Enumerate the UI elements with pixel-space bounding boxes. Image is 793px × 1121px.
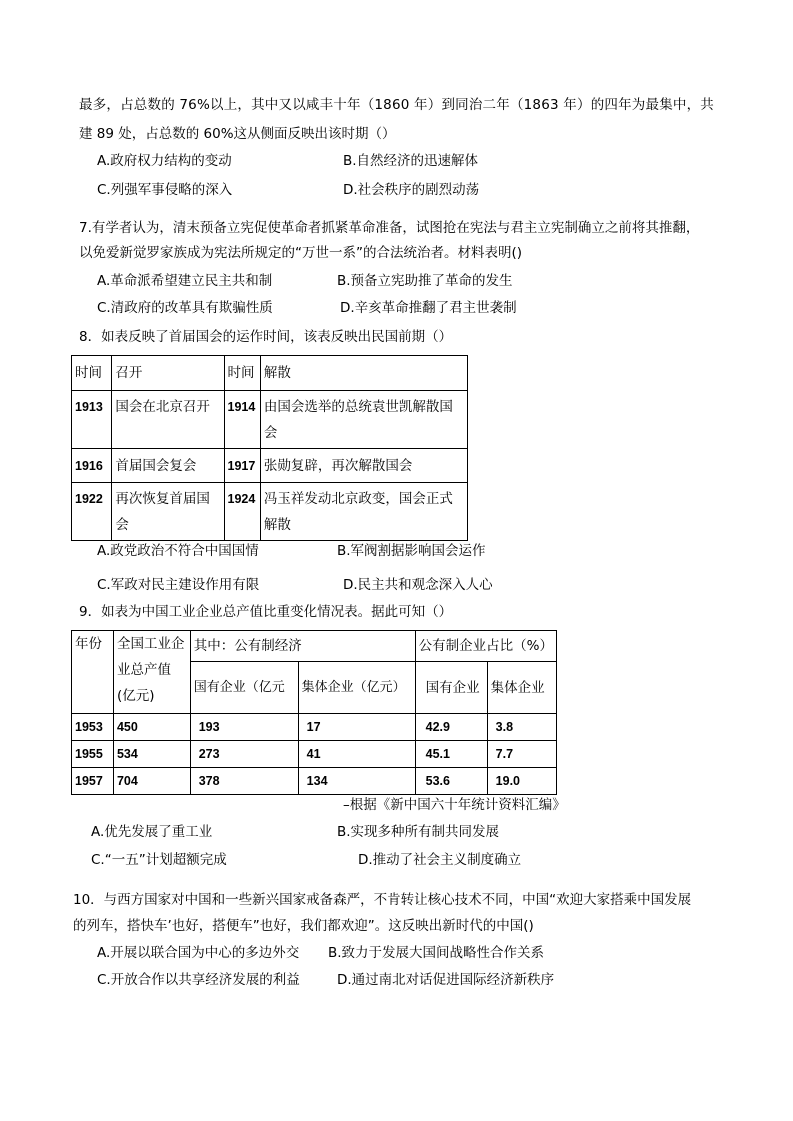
q8-option-a[interactable]: A.政党政治不符合中国国情 — [97, 543, 259, 559]
q10-option-c[interactable]: C.开放合作以共享经济发展的利益 — [97, 972, 300, 988]
q10-option-b[interactable]: B.致力于发展大国间战略性合作关系 — [328, 945, 545, 961]
q10-option-d[interactable]: D.通过南北对话促进国际经济新秩序 — [337, 972, 555, 988]
q9-header-collective: 集体企业（亿元） — [298, 662, 415, 714]
q9-cell: 3.8 — [487, 714, 556, 741]
q9-header-ratio: 公有制企业占比（%） — [415, 631, 556, 662]
q9-header-state: 国有企业（亿元 — [190, 662, 298, 714]
q10-stem-line1: 10．与西方国家对中国和一些新兴国家戒备森严，不肯转让核心技术不同，中国“欢迎大家搭乘中国发展 — [73, 892, 692, 908]
q8-cell: 冯玉祥发动北京政变，国会正式解散 — [260, 483, 467, 541]
q9-cell: 1953 — [72, 714, 114, 741]
q6-option-b[interactable]: B.自然经济的迅速解体 — [343, 153, 479, 169]
q9-cell: 45.1 — [415, 741, 487, 768]
q9-option-d[interactable]: D.推动了社会主义制度确立 — [358, 852, 522, 868]
q9-header-year: 年份 — [72, 631, 114, 714]
q8-header-time2: 时间 — [224, 356, 260, 391]
q9-cell: 378 — [190, 768, 298, 795]
q9-cell: 704 — [113, 768, 190, 795]
q7-option-d[interactable]: D.辛亥革命推翻了君主世袭制 — [340, 300, 517, 316]
q9-cell: 19.0 — [487, 768, 556, 795]
q9-cell: 53.6 — [415, 768, 487, 795]
q9-cell: 134 — [298, 768, 415, 795]
q8-table — [71, 355, 468, 541]
q8-header-convene: 召开 — [112, 356, 224, 391]
q8-option-b[interactable]: B.军阀割据影响国会运作 — [337, 543, 486, 559]
q6-stem-line2: 建 89 处，占总数的 60%这从侧面反映出该时期（） — [79, 126, 396, 142]
q7-option-a[interactable]: A.革命派希望建立民主共和制 — [97, 273, 273, 289]
q10-stem-line2: 的列车，搭快车’也好，搭便车”也好，我们都欢迎”。这反映出新时代的中国() — [73, 918, 534, 934]
q9-header-state-ratio: 国有企业 — [415, 662, 487, 714]
q8-option-c[interactable]: C.军政对民主建设作用有限 — [97, 577, 260, 593]
q7-option-c[interactable]: C.清政府的改革具有欺骗性质 — [97, 300, 273, 316]
q9-cell: 193 — [190, 714, 298, 741]
q8-cell: 1914 — [224, 391, 260, 449]
q9-cell: 534 — [113, 741, 190, 768]
q9-header-collective-ratio: 集体企业 — [487, 662, 556, 714]
q8-cell: 国会在北京召开 — [112, 391, 224, 449]
q9-cell: 1955 — [72, 741, 114, 768]
q8-cell: 首届国会复会 — [112, 449, 224, 483]
q9-header-public: 其中：公有制经济 — [190, 631, 415, 662]
q8-cell: 再次恢复首届国会 — [112, 483, 224, 541]
q9-stem: 9．如表为中国工业企业总产值比重变化情况表。据此可知（） — [79, 604, 453, 620]
q9-cell: 41 — [298, 741, 415, 768]
q6-option-c[interactable]: C.列强军事侵略的深入 — [97, 182, 233, 198]
q8-cell: 1917 — [224, 449, 260, 483]
q8-cell: 1916 — [72, 449, 112, 483]
q8-cell: 由国会选举的总统袁世凯解散国会 — [260, 391, 467, 449]
q9-header-total: 全国工业企业总产值(亿元) — [113, 631, 190, 714]
q9-table — [71, 630, 557, 795]
q9-option-c[interactable]: C.“一五”计划超额完成 — [91, 852, 227, 868]
q8-header-dissolve: 解散 — [260, 356, 467, 391]
q9-option-a[interactable]: A.优先发展了重工业 — [91, 824, 213, 840]
q8-cell: 张勋复辟，再次解散国会 — [260, 449, 467, 483]
q9-cell: 450 — [113, 714, 190, 741]
q9-cell: 17 — [298, 714, 415, 741]
q9-option-b[interactable]: B.实现多种所有制共同发展 — [337, 824, 500, 840]
q6-option-d[interactable]: D.社会秩序的剧烈动荡 — [343, 182, 480, 198]
q6-stem-line1: 最多，占总数的 76%以上，其中又以咸丰十年（1860 年）到同治二年（1863 年）的四年为最集中，共 — [79, 97, 714, 113]
q7-stem-line2: 以免爱新觉罗家族成为宪法所规定的“万世一系”的合法统治者。材料表明() — [79, 245, 523, 261]
q10-option-a[interactable]: A.开展以联合国为中心的多边外交 — [97, 945, 300, 961]
q8-header-time1: 时间 — [72, 356, 112, 391]
q9-cell: 1957 — [72, 768, 114, 795]
q7-stem-line1: 7.有学者认为，清末预备立宪促使革命者抓紧革命准备，试图抢在宪法与君主立宪制确立之前将其推翻， — [79, 220, 700, 236]
q8-stem: 8．如表反映了首届国会的运作时间，该表反映出民国前期（） — [79, 329, 453, 345]
q8-cell: 1922 — [72, 483, 112, 541]
q9-cell: 7.7 — [487, 741, 556, 768]
q8-option-d[interactable]: D.民主共和观念深入人心 — [343, 577, 493, 593]
q8-cell: 1924 — [224, 483, 260, 541]
q9-cell: 273 — [190, 741, 298, 768]
q9-source: –根据《新中国六十年统计资料汇编》 — [343, 797, 566, 813]
q7-option-b[interactable]: B.预备立宪助推了革命的发生 — [337, 273, 513, 289]
q6-option-a[interactable]: A.政府权力结构的变动 — [97, 153, 232, 169]
q8-cell: 1913 — [72, 391, 112, 449]
q9-cell: 42.9 — [415, 714, 487, 741]
